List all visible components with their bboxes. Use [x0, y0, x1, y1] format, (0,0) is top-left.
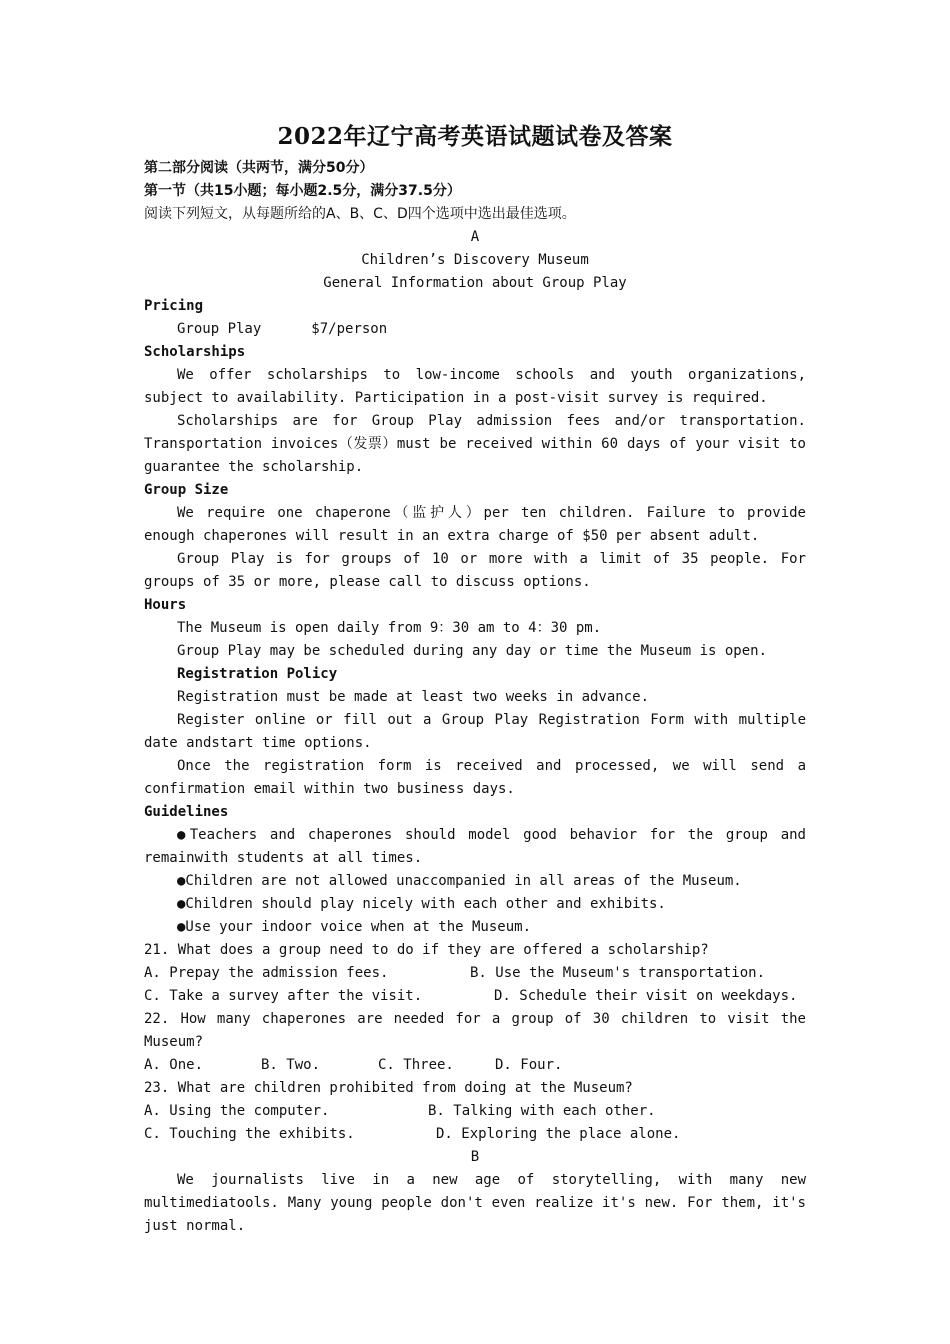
option-21-d: D. Schedule their visit on weekdays. [494, 988, 798, 1004]
registration-heading: Registration Policy [177, 666, 338, 682]
group-size-p1-line2: enough chaperones will result in an extra charge of $50 per absent adult. [144, 528, 760, 544]
question-21-options-row1 [144, 962, 806, 985]
guideline-3: ●Children should play nicely with each other and exhibits. [177, 896, 666, 912]
option-23-c: C. Touching the exhibits. [144, 1126, 355, 1142]
scholarships-heading: Scholarships [144, 344, 246, 360]
hours-p1: The Museum is open daily from 9：30 am to 4：30 pm. [177, 620, 602, 636]
section-one-heading: 第一节（共15小题；每小题2.5分，满分37.5分） [144, 183, 461, 199]
guideline-4: ●Use your indoor voice when at the Museum. [177, 919, 532, 935]
question-22-line1: 22. How many chaperones are needed for a group of 30 children to visit the [144, 1011, 806, 1027]
group-size-heading: Group Size [144, 482, 229, 498]
passage-b-line2: multimediatools. Many young people don't even realize it's new. For them, it's [144, 1195, 806, 1211]
guideline-1-line1: ●Teachers and chaperones should model good behavior for the group and [177, 827, 806, 843]
registration-p3-line2: confirmation email within two business days. [144, 781, 515, 797]
scholarships-p2-line3: guarantee the scholarship. [144, 459, 364, 475]
hours-p2: Group Play may be scheduled during any day or time the Museum is open. [177, 643, 768, 659]
question-21-options-row2 [144, 985, 806, 1008]
question-22-line2: Museum? [144, 1034, 204, 1050]
passage-b-line3: just normal. [144, 1218, 246, 1234]
passage-a-letter: A [470, 229, 480, 245]
hours-heading: Hours [144, 597, 187, 613]
option-23-d: D. Exploring the place alone. [436, 1126, 681, 1142]
registration-p2-line2: date andstart time options. [144, 735, 372, 751]
option-22-c: C. Three. [378, 1057, 454, 1073]
registration-p2-line1: Register online or fill out a Group Play Registration Form with multiple [177, 712, 806, 728]
scholarships-p1-line1: We offer scholarships to low-income schools and youth organizations, [177, 367, 806, 383]
question-22-options [144, 1054, 806, 1077]
registration-p3-line1: Once the registration form is received and processed, we will send a [177, 758, 806, 774]
pricing-heading: Pricing [144, 298, 204, 314]
section-part-heading: 第二部分阅读（共两节，满分50分） [144, 160, 374, 176]
option-23-b: B. Talking with each other. [428, 1103, 656, 1119]
pricing-value: $7/person [311, 321, 388, 337]
pricing-row [144, 318, 806, 341]
guideline-1-line2: remainwith students at all times. [144, 850, 423, 866]
passage-a-subheading: General Information about Group Play [323, 275, 627, 291]
group-size-p2-line2: groups of 35 or more, please call to discuss options. [144, 574, 591, 590]
instructions: 阅读下列短文，从每题所给的A、B、C、D四个选项中选出最佳选项。 [144, 206, 576, 222]
option-22-a: A. One. [144, 1057, 204, 1073]
page-title: 2022年辽宁高考英语试题试卷及答案 [277, 123, 673, 150]
scholarships-p2-line1: Scholarships are for Group Play admission fees and/or transportation. [177, 413, 806, 429]
option-21-c: C. Take a survey after the visit. [144, 988, 423, 1004]
group-size-p1-line1: We require one chaperone（监护人）per ten children. Failure to provide [177, 505, 806, 521]
scholarships-p2-line2: Transportation invoices（发票）must be received within 60 days of your visit to [144, 436, 806, 452]
registration-p1: Registration must be made at least two weeks in advance. [177, 689, 650, 705]
scholarships-p1-line2: subject to availability. Participation in a post-visit survey is required. [144, 390, 768, 406]
option-21-b: B. Use the Museum's transportation. [470, 965, 766, 981]
pricing-item: Group Play [177, 321, 262, 337]
option-23-a: A. Using the computer. [144, 1103, 330, 1119]
exam-page [144, 112, 806, 1238]
question-23-options-row2 [144, 1123, 806, 1146]
passage-a-heading: Children’s Discovery Museum [361, 252, 589, 268]
option-22-b: B. Two. [261, 1057, 321, 1073]
group-size-p2-line1: Group Play is for groups of 10 or more with a limit of 35 people. For [177, 551, 806, 567]
option-22-d: D. Four. [495, 1057, 563, 1073]
guidelines-heading: Guidelines [144, 804, 229, 820]
question-23: 23. What are children prohibited from doing at the Museum? [144, 1080, 633, 1096]
question-21: 21. What does a group need to do if they are offered a scholarship? [144, 942, 709, 958]
question-23-options-row1 [144, 1100, 806, 1123]
passage-b-letter: B [470, 1149, 480, 1165]
option-21-a: A. Prepay the admission fees. [144, 965, 389, 981]
guideline-2: ●Children are not allowed unaccompanied in all areas of the Museum. [177, 873, 742, 889]
passage-b-line1: We journalists live in a new age of storytelling, with many new [177, 1172, 806, 1188]
